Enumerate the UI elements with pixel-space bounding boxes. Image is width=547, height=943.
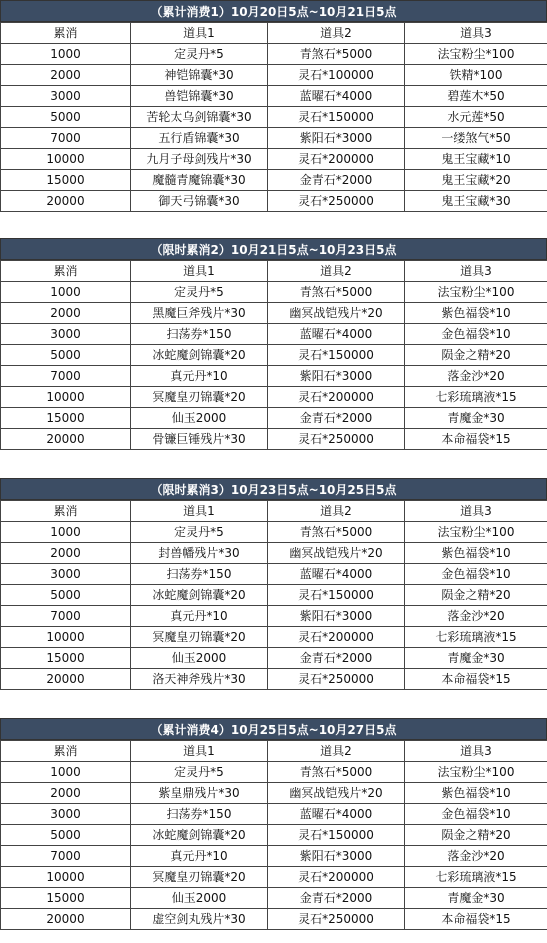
reward-table [0, 260, 547, 450]
reward-item-cell: 七彩琉璃液*15 [405, 867, 547, 888]
reward-item-cell: 虚空剑丸残片*30 [131, 909, 268, 930]
header-row [1, 741, 547, 762]
reward-item-cell: 本命福袋*15 [405, 669, 547, 690]
table-row [1, 564, 547, 585]
threshold-cell: 1000 [1, 522, 131, 543]
threshold-cell: 7000 [1, 128, 131, 149]
reward-item-cell: 幽冥战铠残片*20 [268, 303, 405, 324]
threshold-cell: 1000 [1, 762, 131, 783]
reward-item-cell: 黑魔巨斧残片*30 [131, 303, 268, 324]
threshold-cell: 15000 [1, 648, 131, 669]
reward-item-cell: 紫色福袋*10 [405, 303, 547, 324]
reward-item-cell: 骨镰巨锤残片*30 [131, 429, 268, 450]
table-row [1, 303, 547, 324]
threshold-cell: 20000 [1, 669, 131, 690]
reward-item-cell: 幽冥战铠残片*20 [268, 783, 405, 804]
column-header: 道具2 [268, 23, 405, 44]
column-header: 道具1 [131, 741, 268, 762]
reward-item-cell: 灵石*200000 [268, 627, 405, 648]
reward-item-cell: 法宝粉尘*100 [405, 522, 547, 543]
table-row [1, 825, 547, 846]
reward-item-cell: 水元莲*50 [405, 107, 547, 128]
reward-item-cell: 鬼王宝藏*10 [405, 149, 547, 170]
table-row [1, 282, 547, 303]
threshold-cell: 10000 [1, 627, 131, 648]
reward-item-cell: 青魔金*30 [405, 648, 547, 669]
reward-item-cell: 法宝粉尘*100 [405, 44, 547, 65]
reward-table [0, 740, 547, 930]
column-header: 累消 [1, 261, 131, 282]
reward-item-cell: 紫阳石*3000 [268, 846, 405, 867]
reward-item-cell: 神铠锦囊*30 [131, 65, 268, 86]
section-title: （累计消费1）10月20日5点~10月21日5点 [0, 0, 547, 22]
reward-item-cell: 铁精*100 [405, 65, 547, 86]
reward-item-cell: 七彩琉璃液*15 [405, 387, 547, 408]
table-row [1, 366, 547, 387]
table-row [1, 585, 547, 606]
column-header: 道具1 [131, 261, 268, 282]
table-row [1, 762, 547, 783]
header-row [1, 261, 547, 282]
table-row [1, 128, 547, 149]
table-row [1, 783, 547, 804]
reward-section [0, 0, 547, 212]
threshold-cell: 5000 [1, 107, 131, 128]
threshold-cell: 2000 [1, 783, 131, 804]
column-header: 道具3 [405, 23, 547, 44]
reward-item-cell: 法宝粉尘*100 [405, 282, 547, 303]
reward-item-cell: 落金沙*20 [405, 846, 547, 867]
table-row [1, 804, 547, 825]
reward-item-cell: 洛天神斧残片*30 [131, 669, 268, 690]
threshold-cell: 3000 [1, 804, 131, 825]
column-header: 道具2 [268, 501, 405, 522]
table-row [1, 867, 547, 888]
reward-item-cell: 冥魔皇刃锦囊*20 [131, 387, 268, 408]
column-header: 道具2 [268, 741, 405, 762]
reward-item-cell: 冰蛇魔剑锦囊*20 [131, 825, 268, 846]
threshold-cell: 1000 [1, 282, 131, 303]
table-row [1, 44, 547, 65]
threshold-cell: 20000 [1, 909, 131, 930]
reward-item-cell: 扫荡券*150 [131, 324, 268, 345]
reward-item-cell: 紫阳石*3000 [268, 366, 405, 387]
table-row [1, 107, 547, 128]
reward-item-cell: 青煞石*5000 [268, 282, 405, 303]
table-row [1, 888, 547, 909]
table-row [1, 669, 547, 690]
threshold-cell: 10000 [1, 149, 131, 170]
reward-item-cell: 仙玉2000 [131, 408, 268, 429]
reward-item-cell: 蓝曜石*4000 [268, 86, 405, 107]
threshold-cell: 3000 [1, 564, 131, 585]
reward-item-cell: 定灵丹*5 [131, 282, 268, 303]
column-header: 道具1 [131, 23, 268, 44]
reward-item-cell: 灵石*200000 [268, 867, 405, 888]
reward-item-cell: 御天弓锦囊*30 [131, 191, 268, 212]
reward-item-cell: 冥魔皇刃锦囊*20 [131, 627, 268, 648]
reward-item-cell: 仙玉2000 [131, 648, 268, 669]
column-header: 道具2 [268, 261, 405, 282]
reward-item-cell: 扫荡券*150 [131, 564, 268, 585]
header-row [1, 501, 547, 522]
threshold-cell: 3000 [1, 86, 131, 107]
table-row [1, 408, 547, 429]
reward-item-cell: 落金沙*20 [405, 606, 547, 627]
reward-item-cell: 魔髓青魔锦囊*30 [131, 170, 268, 191]
table-row [1, 606, 547, 627]
reward-item-cell: 灵石*150000 [268, 585, 405, 606]
threshold-cell: 5000 [1, 825, 131, 846]
section-title: （累计消费4）10月25日5点~10月27日5点 [0, 718, 547, 740]
reward-item-cell: 仙玉2000 [131, 888, 268, 909]
reward-item-cell: 碧莲木*50 [405, 86, 547, 107]
threshold-cell: 20000 [1, 191, 131, 212]
reward-item-cell: 定灵丹*5 [131, 522, 268, 543]
reward-item-cell: 青煞石*5000 [268, 522, 405, 543]
reward-item-cell: 灵石*250000 [268, 429, 405, 450]
table-row [1, 345, 547, 366]
reward-item-cell: 灵石*200000 [268, 149, 405, 170]
threshold-cell: 2000 [1, 303, 131, 324]
reward-item-cell: 法宝粉尘*100 [405, 762, 547, 783]
reward-item-cell: 苦轮太乌剑锦囊*30 [131, 107, 268, 128]
reward-item-cell: 本命福袋*15 [405, 429, 547, 450]
reward-section [0, 478, 547, 690]
threshold-cell: 20000 [1, 429, 131, 450]
reward-item-cell: 定灵丹*5 [131, 762, 268, 783]
reward-item-cell: 紫阳石*3000 [268, 606, 405, 627]
column-header: 累消 [1, 501, 131, 522]
reward-item-cell: 兽铠锦囊*30 [131, 86, 268, 107]
reward-item-cell: 青煞石*5000 [268, 44, 405, 65]
table-row [1, 149, 547, 170]
table-row [1, 627, 547, 648]
reward-item-cell: 九月子母剑残片*30 [131, 149, 268, 170]
reward-item-cell: 冰蛇魔剑锦囊*20 [131, 585, 268, 606]
reward-item-cell: 紫阳石*3000 [268, 128, 405, 149]
reward-item-cell: 金青石*2000 [268, 888, 405, 909]
table-row [1, 387, 547, 408]
threshold-cell: 7000 [1, 606, 131, 627]
reward-item-cell: 蓝曜石*4000 [268, 564, 405, 585]
threshold-cell: 1000 [1, 44, 131, 65]
reward-item-cell: 扫荡券*150 [131, 804, 268, 825]
column-header: 道具3 [405, 741, 547, 762]
reward-item-cell: 灵石*150000 [268, 345, 405, 366]
reward-item-cell: 灵石*250000 [268, 191, 405, 212]
reward-item-cell: 灵石*150000 [268, 825, 405, 846]
reward-item-cell: 灵石*200000 [268, 387, 405, 408]
header-row [1, 23, 547, 44]
reward-table [0, 500, 547, 690]
table-row [1, 909, 547, 930]
section-title: （限时累消2）10月21日5点~10月23日5点 [0, 238, 547, 260]
column-header: 道具3 [405, 261, 547, 282]
reward-item-cell: 灵石*250000 [268, 909, 405, 930]
reward-item-cell: 定灵丹*5 [131, 44, 268, 65]
column-header: 累消 [1, 741, 131, 762]
threshold-cell: 15000 [1, 408, 131, 429]
threshold-cell: 10000 [1, 867, 131, 888]
threshold-cell: 15000 [1, 170, 131, 191]
table-row [1, 191, 547, 212]
reward-item-cell: 金色福袋*10 [405, 324, 547, 345]
threshold-cell: 7000 [1, 366, 131, 387]
table-row [1, 86, 547, 107]
reward-item-cell: 灵石*250000 [268, 669, 405, 690]
reward-item-cell: 陨金之精*20 [405, 345, 547, 366]
reward-item-cell: 青魔金*30 [405, 888, 547, 909]
threshold-cell: 5000 [1, 345, 131, 366]
table-row [1, 429, 547, 450]
column-header: 道具1 [131, 501, 268, 522]
reward-item-cell: 蓝曜石*4000 [268, 324, 405, 345]
reward-item-cell: 金青石*2000 [268, 170, 405, 191]
section-title: （限时累消3）10月23日5点~10月25日5点 [0, 478, 547, 500]
reward-item-cell: 金色福袋*10 [405, 564, 547, 585]
reward-item-cell: 五行盾锦囊*30 [131, 128, 268, 149]
threshold-cell: 15000 [1, 888, 131, 909]
reward-item-cell: 灵石*150000 [268, 107, 405, 128]
reward-item-cell: 紫色福袋*10 [405, 543, 547, 564]
reward-section [0, 238, 547, 450]
reward-item-cell: 本命福袋*15 [405, 909, 547, 930]
reward-item-cell: 陨金之精*20 [405, 825, 547, 846]
reward-item-cell: 灵石*100000 [268, 65, 405, 86]
table-row [1, 846, 547, 867]
threshold-cell: 7000 [1, 846, 131, 867]
reward-item-cell: 青煞石*5000 [268, 762, 405, 783]
reward-item-cell: 紫色福袋*10 [405, 783, 547, 804]
column-header: 道具3 [405, 501, 547, 522]
reward-item-cell: 落金沙*20 [405, 366, 547, 387]
table-row [1, 170, 547, 191]
table-row [1, 324, 547, 345]
threshold-cell: 5000 [1, 585, 131, 606]
reward-section [0, 718, 547, 930]
reward-item-cell: 幽冥战铠残片*20 [268, 543, 405, 564]
reward-item-cell: 鬼王宝藏*20 [405, 170, 547, 191]
reward-item-cell: 一缕煞气*50 [405, 128, 547, 149]
reward-table [0, 22, 547, 212]
reward-item-cell: 真元丹*10 [131, 606, 268, 627]
reward-item-cell: 冰蛇魔剑锦囊*20 [131, 345, 268, 366]
reward-item-cell: 青魔金*30 [405, 408, 547, 429]
reward-item-cell: 蓝曜石*4000 [268, 804, 405, 825]
column-header: 累消 [1, 23, 131, 44]
threshold-cell: 10000 [1, 387, 131, 408]
reward-item-cell: 金青石*2000 [268, 648, 405, 669]
reward-item-cell: 金青石*2000 [268, 408, 405, 429]
reward-item-cell: 金色福袋*10 [405, 804, 547, 825]
threshold-cell: 2000 [1, 543, 131, 564]
table-row [1, 522, 547, 543]
reward-item-cell: 七彩琉璃液*15 [405, 627, 547, 648]
reward-item-cell: 封兽幡残片*30 [131, 543, 268, 564]
reward-item-cell: 紫皇鼎残片*30 [131, 783, 268, 804]
table-row [1, 648, 547, 669]
reward-item-cell: 陨金之精*20 [405, 585, 547, 606]
reward-item-cell: 冥魔皇刃锦囊*20 [131, 867, 268, 888]
reward-item-cell: 鬼王宝藏*30 [405, 191, 547, 212]
table-row [1, 65, 547, 86]
reward-item-cell: 真元丹*10 [131, 366, 268, 387]
reward-item-cell: 真元丹*10 [131, 846, 268, 867]
threshold-cell: 3000 [1, 324, 131, 345]
threshold-cell: 2000 [1, 65, 131, 86]
table-row [1, 543, 547, 564]
